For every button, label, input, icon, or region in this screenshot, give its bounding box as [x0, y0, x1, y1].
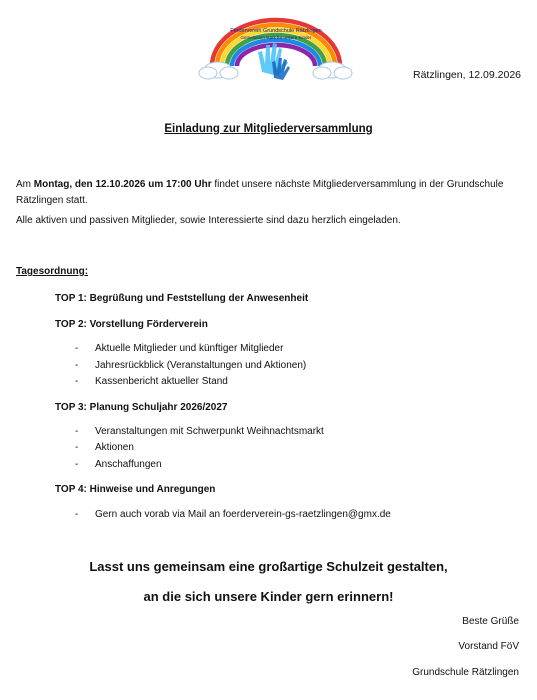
list-item: - Aktionen — [75, 442, 134, 453]
meeting-date: Montag, den 12.10.2026 um 17:00 Uhr — [33, 179, 212, 190]
closing-line-1: Lasst uns gemeinsam eine großartige Schulzeit gestalten, — [89, 559, 448, 574]
list-item: - Aktuelle Mitglieder und künftiger Mitglieder — [75, 343, 284, 354]
rainbow-logo-icon — [196, 12, 356, 84]
signature-board: Vorstand FöV — [458, 641, 519, 652]
list-item: - Gern auch vorab via Mail an foerderverein-gs-raetzlingen@gmx.de — [75, 509, 391, 520]
closing-line-2: an die sich unsere Kinder gern erinnern! — [143, 589, 394, 604]
intro-paragraph: Am Montag, den 12.10.2026 um 17:00 Uhr findet unsere nächste Mitgliederversammlung in der Grundschule Rätzlingen statt. — [16, 179, 504, 206]
list-item: - Veranstaltungen mit Schwerpunkt Weihnachtsmarkt — [75, 426, 324, 437]
agenda-top-2: TOP 2: Vorstellung Förderverein — [55, 319, 208, 330]
list-item: - Kassenbericht aktueller Stand — [75, 376, 228, 387]
document-title: Einladung zur Mitgliederversammlung — [164, 123, 373, 135]
svg-text:Gemeinsam stark für unsere Kin: Gemeinsam stark für unsere Kinder — [240, 35, 312, 40]
signature-greeting: Beste Grüße — [462, 616, 519, 627]
agenda-top-1: TOP 1: Begrüßung und Feststellung der Anwesenheit — [55, 293, 309, 304]
list-item: - Jahresrückblick (Veranstaltungen und Aktionen) — [75, 360, 307, 371]
contact-email-text: Gern auch vorab via Mail an foerderverein-gs-raetzlingen@gmx.de — [95, 509, 391, 520]
agenda-top-3: TOP 3: Planung Schuljahr 2026/2027 — [55, 402, 228, 413]
svg-text:Förderverein Grundschule Rätzl: Förderverein Grundschule Rätzlingen — [230, 28, 322, 34]
date-line: Rätzlingen, 12.09.2026 — [413, 69, 521, 81]
invitation-paragraph: Alle aktiven und passiven Mitglieder, sowie Interessierte sind dazu herzlich eingeladen. — [16, 215, 401, 226]
logo — [196, 12, 356, 84]
agenda-heading: Tagesordnung: — [16, 266, 89, 277]
agenda-top-4: TOP 4: Hinweise und Anregungen — [55, 484, 216, 495]
list-item: - Anschaffungen — [75, 459, 162, 470]
signature-school: Grundschule Rätzlingen — [412, 667, 519, 678]
